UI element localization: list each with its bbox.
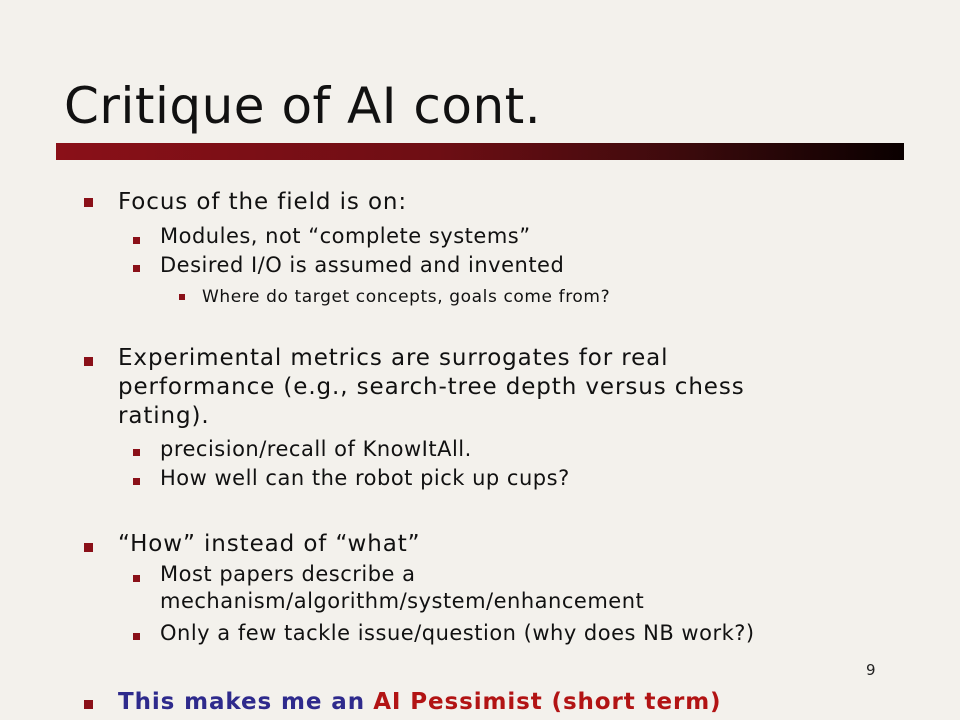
bullet-marker bbox=[84, 357, 93, 366]
pessimist-highlight-text: AI Pessimist (short term) bbox=[373, 689, 722, 715]
bullet-marker bbox=[84, 198, 93, 207]
bullet-metrics-line-2: performance (e.g., search-tree depth versus chess bbox=[118, 374, 745, 400]
bullet-marker bbox=[84, 543, 93, 552]
bullet-marker bbox=[133, 478, 140, 485]
bullet-marker bbox=[133, 265, 140, 272]
bullet-modules: Modules, not “complete systems” bbox=[160, 224, 531, 248]
bullet-precision-recall: precision/recall of KnowItAll. bbox=[160, 437, 472, 461]
bullet-desired-io: Desired I/O is assumed and invented bbox=[160, 253, 565, 277]
bullet-pessimist bbox=[118, 688, 721, 716]
bullet-metrics-line-3: rating). bbox=[118, 403, 210, 429]
bullet-marker bbox=[179, 294, 185, 300]
bullet-metrics-line-1: Experimental metrics are surrogates for real bbox=[118, 345, 669, 371]
slide-title: Critique of AI cont. bbox=[64, 77, 542, 135]
pessimist-lead-text: This makes me an bbox=[118, 689, 365, 715]
bullet-marker bbox=[133, 575, 140, 582]
bullet-target-concepts: Where do target concepts, goals come from? bbox=[202, 287, 611, 307]
bullet-focus: Focus of the field is on: bbox=[118, 189, 408, 215]
bullet-papers-line-2: mechanism/algorithm/system/enhancement bbox=[160, 589, 645, 613]
bullet-robot-cups: How well can the robot pick up cups? bbox=[160, 466, 570, 490]
bullet-few-tackle: Only a few tackle issue/question (why does NB work?) bbox=[160, 621, 755, 645]
title-underline-bar bbox=[56, 143, 904, 160]
bullet-papers-line-1: Most papers describe a bbox=[160, 562, 416, 586]
bullet-marker bbox=[84, 700, 93, 709]
bullet-marker bbox=[133, 237, 140, 244]
bullet-marker bbox=[133, 449, 140, 456]
bullet-marker bbox=[133, 633, 140, 640]
bullet-how-vs-what: “How” instead of “what” bbox=[118, 531, 421, 557]
page-number: 9 bbox=[866, 661, 876, 679]
